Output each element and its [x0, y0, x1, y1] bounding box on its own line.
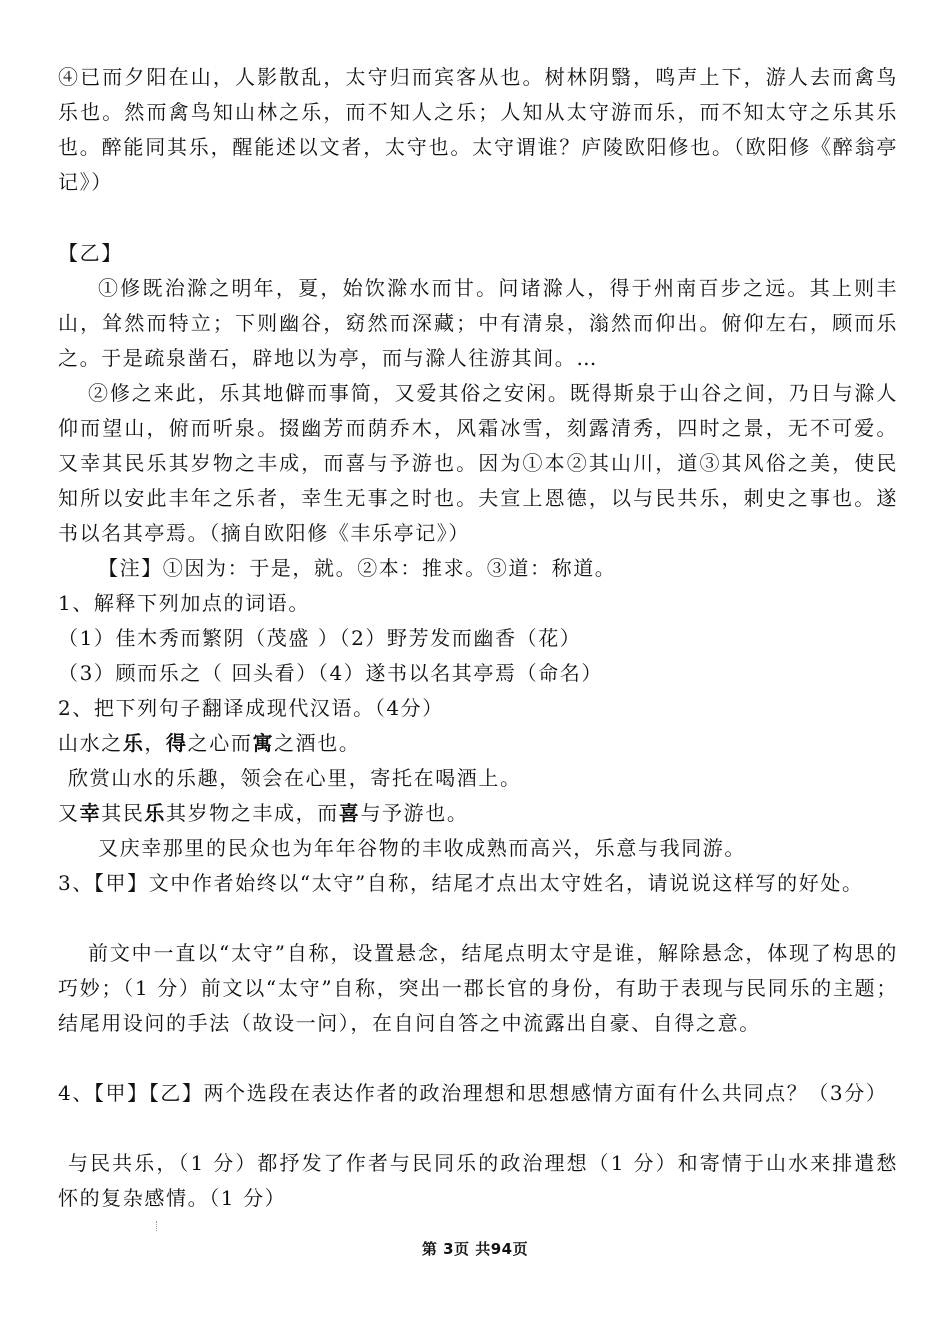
sentence-text: 又	[58, 801, 80, 825]
question-2-sentence-2	[58, 796, 898, 831]
question-4-answer: 与民共乐，（1 分）都抒发了作者与民同乐的政治理想（1 分）和寄情于山水来排遣愁怀的复杂感情。（1 分）	[58, 1151, 898, 1210]
sentence-text: 其民	[101, 801, 145, 825]
yi-paragraph-1: ①修既治滁之明年，夏，始饮滁水而甘。问诸滁人，得于州南百步之远。其上则丰山，耸然而特立；下则幽谷，窈然而深藏；中有清泉，滃然而仰出。俯仰左右，顾而乐之。于是疏泉凿石，辟地以为亭，而与滁人往游其间。…	[58, 276, 898, 370]
emphasized-word: 乐	[144, 801, 167, 825]
question-2-answer-2: 又庆幸那里的民众也为年年谷物的丰收成熟而高兴，乐意与我同游。	[98, 836, 746, 860]
sentence-text: 之酒也。	[274, 731, 361, 755]
question-3-title: 3、【甲】文中作者始终以“太守”自称，结尾才点出太守姓名，请说说这样写的好处。	[58, 871, 864, 895]
sentence-text: 其岁物之丰成，而	[166, 801, 339, 825]
emphasized-word: 喜	[338, 801, 361, 825]
question-3-answer: 前文中一直以“太守”自称，设置悬念，结尾点明太守是谁，解除悬念，体现了构思的巧妙；（1 分）前文以“太守”自称，突出一郡长官的身份，有助于表现与民同乐的主题；结尾用设问的手法（故设一问），在自问自答之中流露出自豪、自得之意。	[58, 941, 898, 1035]
emphasized-word: 寓	[252, 731, 275, 755]
question-1-title: 1、解释下列加点的词语。	[58, 591, 310, 615]
sentence-text: ，	[144, 731, 167, 755]
yi-paragraph-2: ②修之来此，乐其地僻而事简，又爱其俗之安闲。既得斯泉于山谷之间，乃日与滁人仰而望山，俯而听泉。掇幽芳而荫乔木，风霜冰雪，刻露清秀，四时之景，无不可爱。又幸其民乐其岁物之丰成，而喜与予游也。因为①本②其山川，道③其风俗之美，使民知所以安此丰年之乐者，幸生无事之时也。夫宣上恩德，以与民共乐，刺史之事也。遂书以名其亭焉。（摘自欧阳修《丰乐亭记》）	[58, 381, 898, 545]
sentence-text: 山水之	[58, 731, 123, 755]
yi-heading: 【乙】	[58, 241, 123, 265]
page-footer: 第 3页 共94页	[421, 1240, 529, 1258]
question-2-title: 2、把下列句子翻译成现代汉语。（4分）	[58, 696, 444, 720]
annotation-note: 【注】①因为：于是，就。②本：推求。③道：称道。	[98, 556, 617, 580]
question-2-answer-1: 欣赏山水的乐趣，领会在心里，寄托在喝酒上。	[68, 766, 522, 790]
question-4-title: 4、【甲】【乙】两个选段在表达作者的政治理想和思想感情方面有什么共同点？（3分）	[58, 1081, 888, 1105]
sentence-text: 与予游也。	[360, 801, 469, 825]
divider-mark	[156, 1221, 158, 1231]
emphasized-word: 乐	[122, 731, 145, 755]
emphasized-word: 得	[166, 731, 188, 755]
question-1-line-2: （3）顾而乐之（ 回头看）（4）遂书以名其亭焉（命名）	[58, 661, 604, 685]
jia-paragraph-4: ④已而夕阳在山，人影散乱，太守归而宾客从也。树林阴翳，鸣声上下，游人去而禽鸟乐也。然而禽鸟知山林之乐，而不知人之乐；人知从太守游而乐，而不知太守之乐其乐也。醉能同其乐，醒能述以文者，太守也。太守谓谁？庐陵欧阳修也。（欧阳修《醉翁亭记》）	[58, 65, 898, 194]
emphasized-word: 幸	[79, 801, 102, 825]
question-1-line-1: （1）佳木秀而繁阴（茂盛 ）（2）野芳发而幽香（花）	[58, 626, 582, 650]
sentence-text: 之心而	[187, 731, 253, 755]
question-2-sentence-1	[58, 726, 898, 761]
